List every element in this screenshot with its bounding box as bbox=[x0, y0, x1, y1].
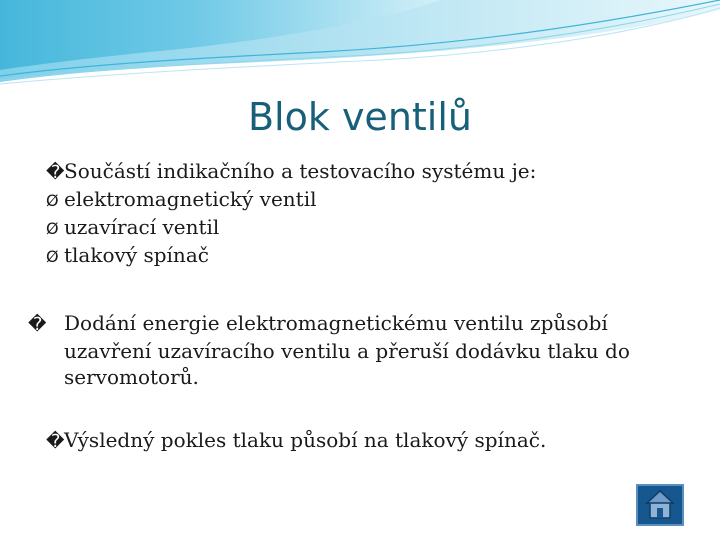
arrow-bullet-icon: Ø bbox=[46, 191, 59, 210]
slide-title: Blok ventilů bbox=[247, 95, 472, 139]
bullet-icon: � bbox=[46, 162, 65, 183]
home-button[interactable] bbox=[636, 484, 684, 526]
paragraph-1-text: Dodání energie elektromagnetickému ventilu způsobí uzavření uzavíracího ventilu a přeruší dodávku tlaku do servomotorů. bbox=[64, 311, 630, 389]
bullet-icon: � bbox=[28, 314, 47, 335]
component-label: elektromagnetický ventil bbox=[64, 187, 317, 211]
list-item bbox=[46, 242, 696, 270]
intro-text: Součástí indikačního a testovacího systému je: bbox=[64, 159, 537, 183]
paragraph-2-text: Výsledný pokles tlaku působí na tlakový spínač. bbox=[64, 428, 547, 452]
component-label: tlakový spínač bbox=[64, 243, 209, 267]
slide-body bbox=[28, 158, 696, 455]
arrow-bullet-icon: Ø bbox=[46, 219, 59, 238]
bullet-icon: � bbox=[46, 431, 65, 452]
paragraph-1 bbox=[28, 310, 696, 390]
intro-line bbox=[46, 158, 696, 186]
arrow-bullet-icon: Ø bbox=[46, 247, 59, 266]
list-item bbox=[46, 214, 696, 242]
list-item bbox=[46, 186, 696, 214]
component-label: uzavírací ventil bbox=[64, 215, 220, 239]
header-wave-decoration bbox=[0, 0, 720, 95]
home-icon bbox=[638, 486, 682, 524]
paragraph-2 bbox=[46, 427, 696, 455]
